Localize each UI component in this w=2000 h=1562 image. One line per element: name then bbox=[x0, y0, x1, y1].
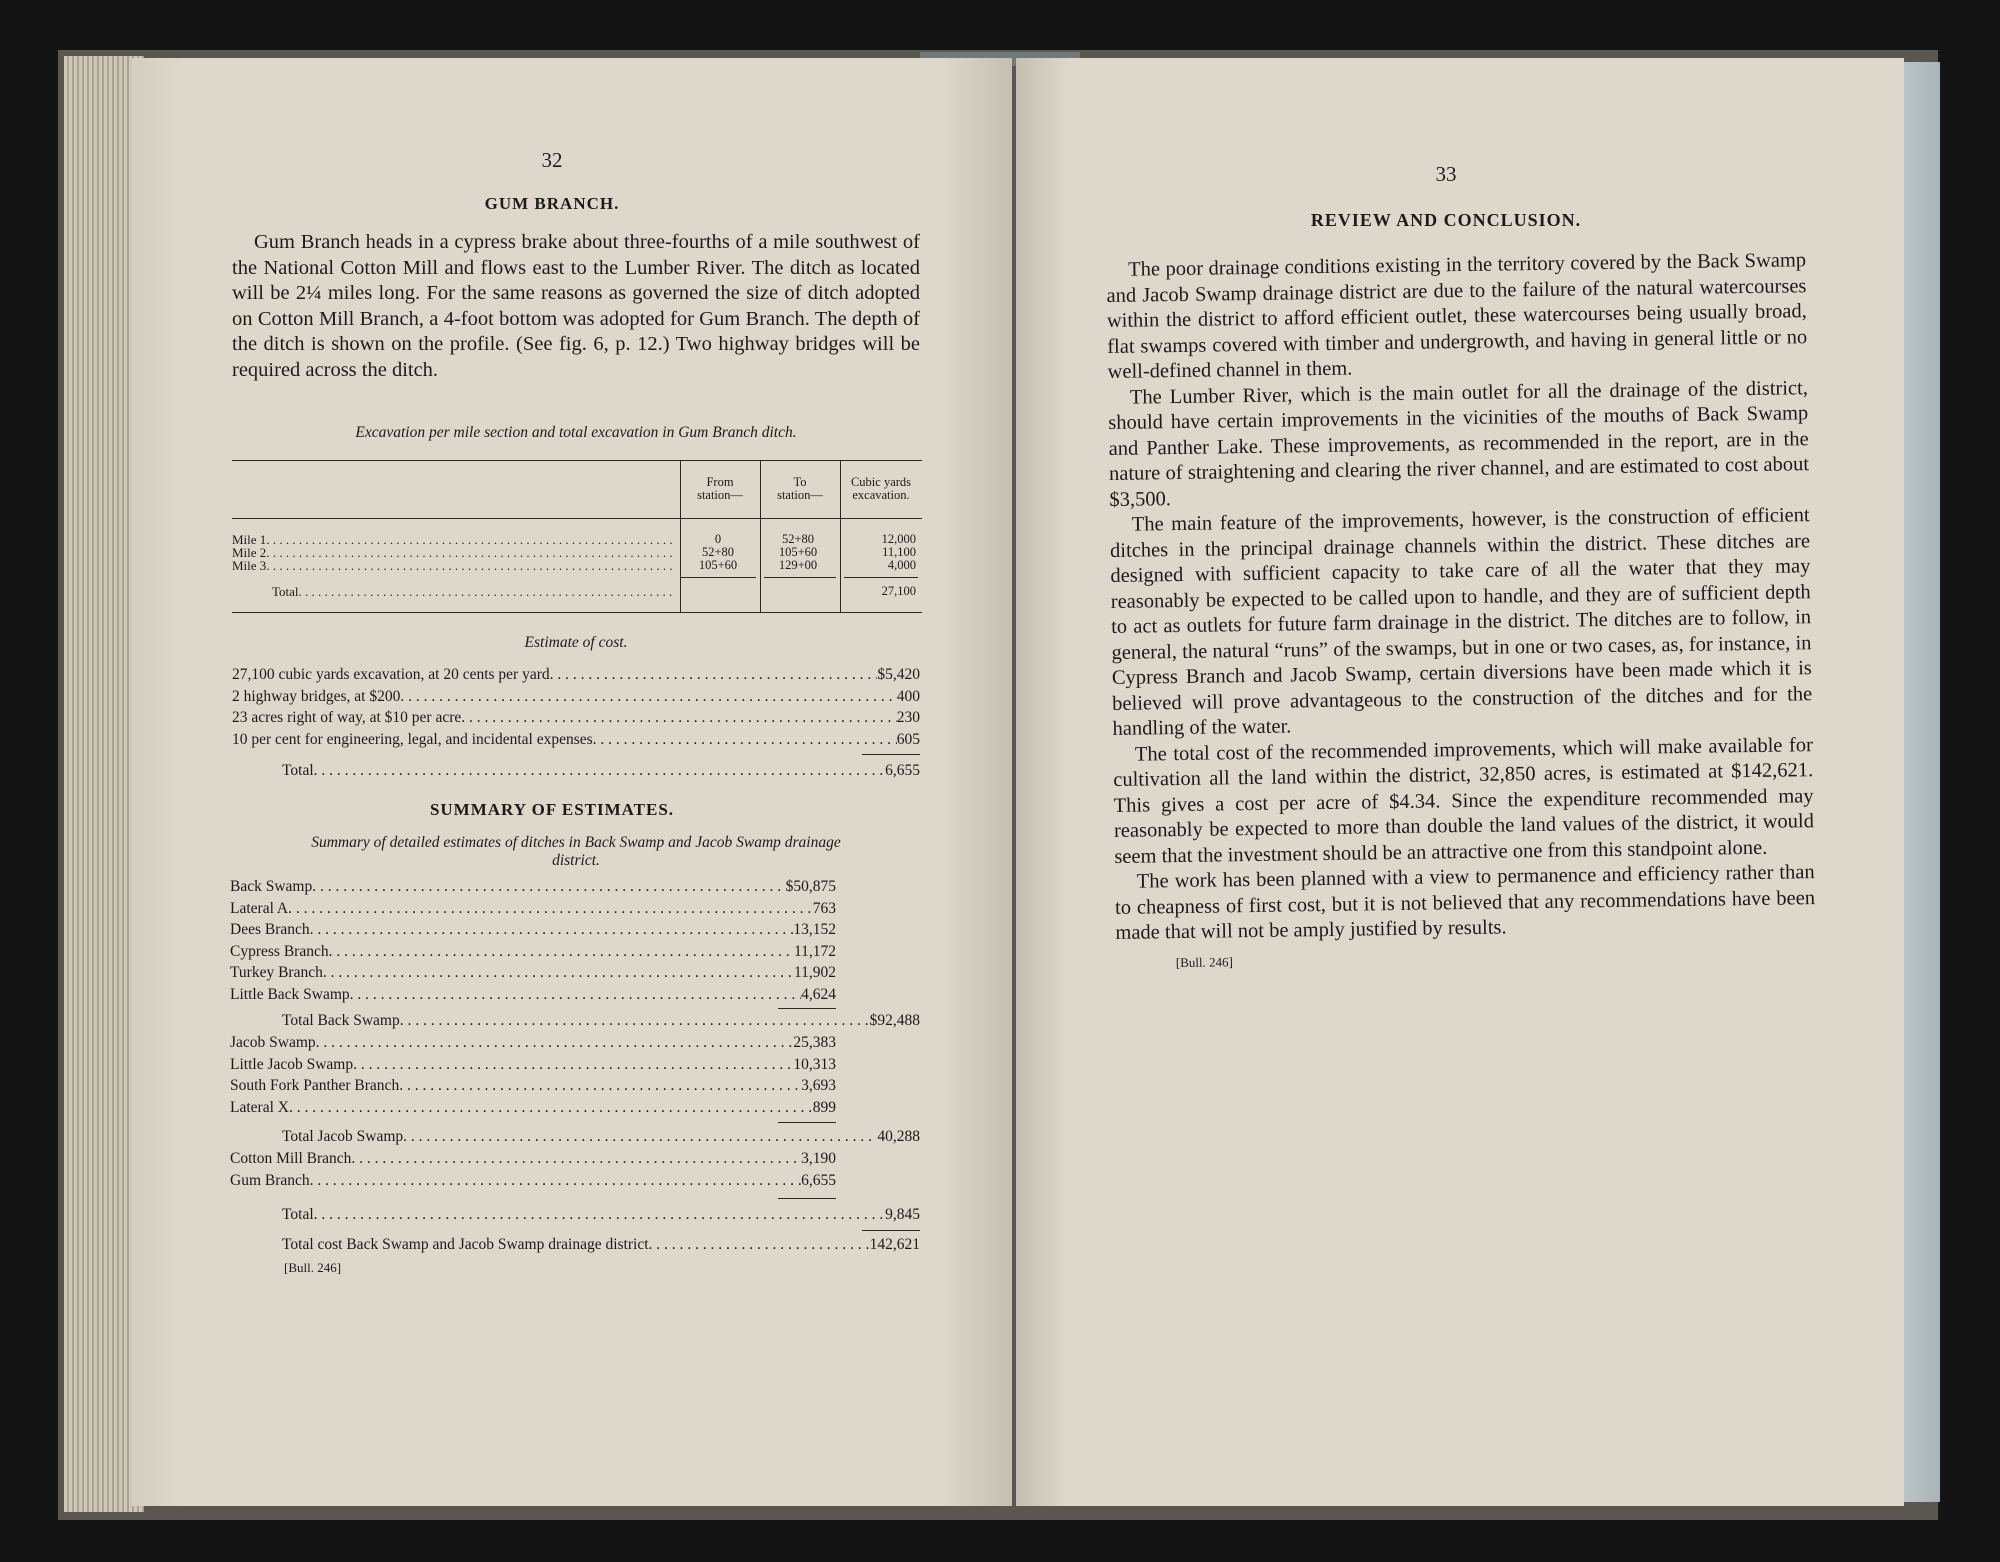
section-heading: GUM BRANCH. bbox=[484, 194, 620, 213]
list-item: South Fork Panther Branch . . . 3,693 bbox=[230, 1075, 836, 1097]
list-item: Cypress Branch . . . 11,172 bbox=[230, 941, 836, 963]
list-item: Turkey Branch . . . 11,902 bbox=[230, 962, 836, 984]
list-item: Cotton Mill Branch . . . 3,190 bbox=[230, 1148, 836, 1170]
paragraph-text: The total cost of the recommended improvements, which will make available for cultivation all the land within the district, 32,850 acres, is estimated at $142,621. This gives a cost per acre of $4.34. Since the expenditure recommended may reasonably be expected to more than double the land values of the district, it would seem that the investment should be an attractive one from this standpoint alone. bbox=[1113, 733, 1815, 868]
total-back-swamp: Total Back Swamp . . . $92,488 bbox=[282, 1010, 920, 1032]
bulletin-label: [Bull. 246] bbox=[1175, 953, 1233, 970]
cell-to: 129+00 bbox=[778, 558, 818, 572]
estimate-list bbox=[232, 664, 920, 750]
estimate-total: Total . . . 6,655 bbox=[282, 760, 920, 782]
list-item: Dees Branch . . . 13,152 bbox=[230, 919, 836, 941]
sum-rule bbox=[778, 1008, 836, 1009]
page-number: 32 bbox=[541, 148, 563, 172]
paragraph-text: The work has been planned with a view to permanence and efficiency rather than to cheapness of first cost, but it is not believed that any recommendations have been made that will not be amply justified by results. bbox=[1114, 861, 1816, 944]
table-total-row: Total . . . bbox=[272, 584, 676, 600]
sum-rule bbox=[778, 1198, 836, 1199]
table-total-value: 27,100 bbox=[881, 584, 916, 598]
cell-to: 52+80 bbox=[781, 532, 815, 546]
summary-caption: Summary of detailed estimates of ditches in Back Swamp and Jacob Swamp drainage district. bbox=[311, 834, 841, 869]
table-row: Mile 3 . . . bbox=[232, 558, 676, 574]
cell-to: 105+60 bbox=[778, 545, 818, 559]
jacob-swamp-list bbox=[230, 1032, 836, 1118]
paragraph-text: Gum Branch heads in a cypress brake about three-fourths of a mile southwest of the National Cotton Mill and flows east to the Lumber River. The ditch as located will be 2¼ miles long. For the same reasons as governed the size of ditch adopted on Cotton Mill Branch, a 4-foot bottom was adopted for Gum Branch. The depth of the ditch is shown on the profile. (See fig. 6, p. 12.) Two highway bridges will be required across the ditch. bbox=[232, 231, 920, 381]
other-list bbox=[230, 1148, 836, 1191]
other-total: Total . . . 9,845 bbox=[282, 1204, 920, 1226]
table-caption: Excavation per mile section and total excavation in Gum Branch ditch. bbox=[355, 424, 797, 441]
back-swamp-list bbox=[230, 876, 836, 1005]
list-item: Lateral A . . . 763 bbox=[230, 898, 836, 920]
summary-heading: SUMMARY OF ESTIMATES. bbox=[429, 800, 675, 819]
left-page bbox=[132, 58, 1012, 1506]
sum-rule bbox=[778, 1122, 836, 1123]
paragraph-text: The main feature of the improvements, however, is the construction of efficient ditches in the principal drainage channels within the district. These ditches are designed with sufficient capacity to take care of all the water that they may reasonably be expected to be called upon to handle, and they are of sufficient depth to act as outlets for future farm drainage in the district. The ditches are to follow, in general, the natural “runs” of the swamps, but in one or two cases, as, for instance, in Cypress Branch and Jacob Swamp, certain diversions have been made which it is believed will prove advantageous to the construction of the ditches and for the handling of the water. bbox=[1109, 504, 1813, 740]
cell-cubic-yards: 12,000 bbox=[881, 532, 916, 546]
sum-rule bbox=[862, 1230, 920, 1231]
table-row: Mile 2 . . . bbox=[232, 545, 676, 561]
sum-rule bbox=[862, 754, 920, 755]
paragraph-text: The Lumber River, which is the main outlet for all the drainage of the district, should have certain improvements in the vicinities of the mouths of Back Swamp and Panther Lake. These improvements, as recommended in the report, are in the nature of straightening and clearing the river channel, and are estimated to cost about $3,500. bbox=[1108, 376, 1810, 511]
grand-total: Total cost Back Swamp and Jacob Swamp drainage district . . . 142,621 bbox=[282, 1234, 920, 1256]
cell-from: 52+80 bbox=[701, 545, 735, 559]
conclusion-text bbox=[1106, 248, 1816, 976]
estimate-item: 27,100 cubic yards excavation, at 20 cents per yard . . . $5,420 bbox=[232, 664, 920, 686]
table-header-rule bbox=[232, 518, 922, 519]
bulletin-label: [Bull. 246] bbox=[284, 1260, 342, 1275]
list-item: Back Swamp . . . $50,875 bbox=[230, 876, 836, 898]
estimate-item: 23 acres right of way, at $10 per acre . . . 230 bbox=[232, 707, 920, 729]
total-rule bbox=[764, 577, 836, 578]
cell-cubic-yards: 4,000 bbox=[887, 558, 916, 572]
list-item: Jacob Swamp . . . 25,383 bbox=[230, 1032, 836, 1054]
table-row: Mile 1 . . . bbox=[232, 532, 676, 548]
estimate-item: 2 highway bridges, at $200 . . . 400 bbox=[232, 686, 920, 708]
table-top-rule bbox=[232, 460, 922, 461]
table-bottom-rule bbox=[232, 612, 922, 613]
header-to: To station— bbox=[777, 475, 823, 502]
estimate-item: 10 per cent for engineering, legal, and incidental expenses . . . 605 bbox=[232, 729, 920, 751]
total-jacob-swamp: Total Jacob Swamp . . . 40,288 bbox=[282, 1126, 920, 1148]
estimate-caption: Estimate of cost. bbox=[524, 634, 628, 651]
list-item: Gum Branch . . . 6,655 bbox=[230, 1170, 836, 1192]
section-heading: REVIEW AND CONCLUSION. bbox=[1310, 210, 1582, 230]
cover-edge bbox=[1904, 62, 1940, 1502]
page-number: 33 bbox=[1435, 162, 1457, 186]
total-rule bbox=[680, 577, 756, 578]
list-item: Little Jacob Swamp . . . 10,313 bbox=[230, 1054, 836, 1076]
paragraph-text: The poor drainage conditions existing in the territory covered by the Back Swamp and Jacob Swamp drainage district are due to the failure of the natural watercourses within the district to afford efficient outlet, these watercourses being usually broad, flat swamps covered with timber and undergrowth, and having in general little or no well-defined channel in them. bbox=[1106, 249, 1808, 383]
list-item: Lateral X . . . 899 bbox=[230, 1097, 836, 1119]
cell-from: 105+60 bbox=[698, 558, 738, 572]
right-page bbox=[1016, 58, 1904, 1506]
cell-from: 0 bbox=[714, 532, 722, 546]
total-rule bbox=[844, 577, 918, 578]
header-cubic-yards: Cubic yards excavation. bbox=[850, 475, 912, 502]
cell-cubic-yards: 11,100 bbox=[882, 545, 916, 559]
header-from: From station— bbox=[697, 475, 743, 502]
list-item: Little Back Swamp . . . 4,624 bbox=[230, 984, 836, 1006]
body-paragraph bbox=[232, 230, 920, 383]
